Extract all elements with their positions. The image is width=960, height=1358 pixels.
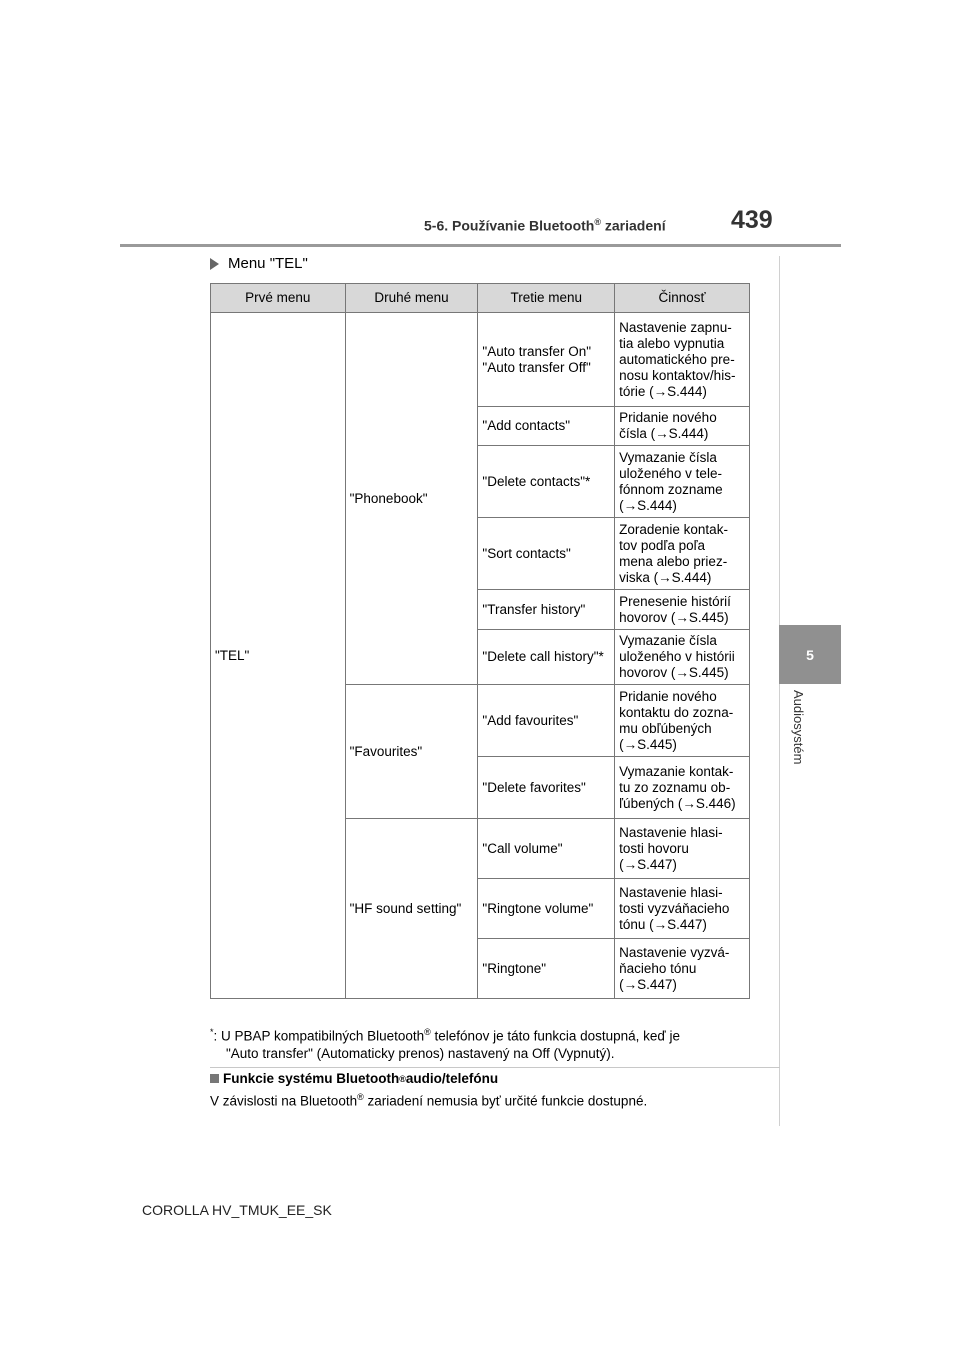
footnote-mark: * — [210, 1027, 214, 1037]
second-menu-cell: "HF sound setting" — [345, 819, 478, 999]
table-header-row — [211, 284, 750, 313]
footnote — [210, 1024, 770, 1062]
third-menu-cell: "Auto transfer On" "Auto transfer Off" — [478, 313, 615, 407]
third-menu-cell: "Ringtone" — [478, 939, 615, 999]
table-body — [211, 313, 750, 999]
column-header: Prvé menu — [211, 284, 346, 313]
registered-mark: ® — [424, 1027, 431, 1037]
column-header: Tretie menu — [478, 284, 615, 313]
section-title-suffix: zariadení — [601, 217, 666, 234]
third-menu-cell: "Delete contacts"* — [478, 446, 615, 518]
menu-table — [210, 283, 750, 999]
footer-code: COROLLA HV_TMUK_EE_SK — [142, 1202, 332, 1218]
header-divider — [120, 244, 841, 247]
table-row — [211, 313, 750, 407]
action-cell: Nastavenie hlasi- tosti vyzváňacieho tónu (→S.447) — [615, 879, 750, 939]
third-menu-cell: "Delete call history"* — [478, 630, 615, 685]
action-cell: Vymazanie kontak- tu zo zoznamu ob- ľúbených (→S.446) — [615, 757, 750, 819]
subsection-title — [210, 1071, 498, 1086]
third-menu-cell: "Ringtone volume" — [478, 879, 615, 939]
action-cell: Vymazanie čísla uloženého v histórii hovorov (→S.445) — [615, 630, 750, 685]
section-title-text: 5-6. Používanie Bluetooth — [424, 217, 595, 234]
body-text-part: zariadení nemusia byť určité funkcie dostupné. — [363, 1093, 648, 1109]
section-title — [424, 217, 666, 234]
third-menu-cell: "Delete favorites" — [478, 757, 615, 819]
third-menu-cell: "Sort contacts" — [478, 518, 615, 590]
menu-heading — [210, 255, 308, 272]
body-text — [210, 1092, 647, 1109]
third-menu-cell: "Call volume" — [478, 819, 615, 879]
action-cell: Vymazanie čísla uloženého v tele- fónnom zozname (→S.444) — [615, 446, 750, 518]
page-number: 439 — [731, 206, 773, 234]
footnote-text: "Auto transfer" (Automaticky prenos) nastavený na Off (Vypnutý). — [226, 1045, 615, 1061]
first-menu-cell: "TEL" — [211, 313, 346, 999]
action-cell: Pridanie nového čísla (→S.444) — [615, 407, 750, 446]
subsection-title-text: Funkcie systému Bluetooth — [223, 1071, 400, 1086]
third-menu-cell: "Add favourites" — [478, 685, 615, 757]
third-menu-cell: "Transfer history" — [478, 590, 615, 630]
registered-mark: ® — [399, 1073, 406, 1084]
chapter-divider — [779, 256, 780, 1126]
action-cell: Pridanie nového kontaktu do zozna- mu obľúbených (→S.445) — [615, 685, 750, 757]
subsection-title-text: audio/telefónu — [405, 1071, 499, 1086]
action-cell: Zoradenie kontak- tov podľa poľa mena alebo priez- viska (→S.444) — [615, 518, 750, 590]
column-header: Činnosť — [615, 284, 750, 313]
chapter-tab: 5 — [779, 625, 841, 684]
square-bullet-icon — [210, 1074, 219, 1083]
second-menu-cell: "Favourites" — [345, 685, 478, 819]
chapter-label: Audiosystém — [791, 690, 806, 765]
subsection-divider — [210, 1067, 780, 1068]
action-cell: Prenesenie histórií hovorov (→S.445) — [615, 590, 750, 630]
body-text-part: V závislosti na Bluetooth — [210, 1093, 358, 1109]
menu-heading-text: Menu "TEL" — [228, 255, 308, 272]
footnote-text: : U PBAP kompatibilných Bluetooth — [213, 1028, 425, 1044]
arrow-right-icon — [210, 258, 219, 270]
third-menu-cell: "Add contacts" — [478, 407, 615, 446]
action-cell: Nastavenie zapnu- tia alebo vypnutia automatického pre- nosu kontaktov/his- tórie (→S.444) — [615, 313, 750, 407]
registered-mark: ® — [357, 1092, 364, 1102]
footnote-text: telefónov je táto funkcia dostupná, keď je — [430, 1028, 680, 1044]
action-cell: Nastavenie hlasi- tosti hovoru (→S.447) — [615, 819, 750, 879]
action-cell: Nastavenie vyzvá- ňacieho tónu (→S.447) — [615, 939, 750, 999]
registered-mark: ® — [594, 217, 601, 227]
column-header: Druhé menu — [345, 284, 478, 313]
second-menu-cell: "Phonebook" — [345, 313, 478, 685]
